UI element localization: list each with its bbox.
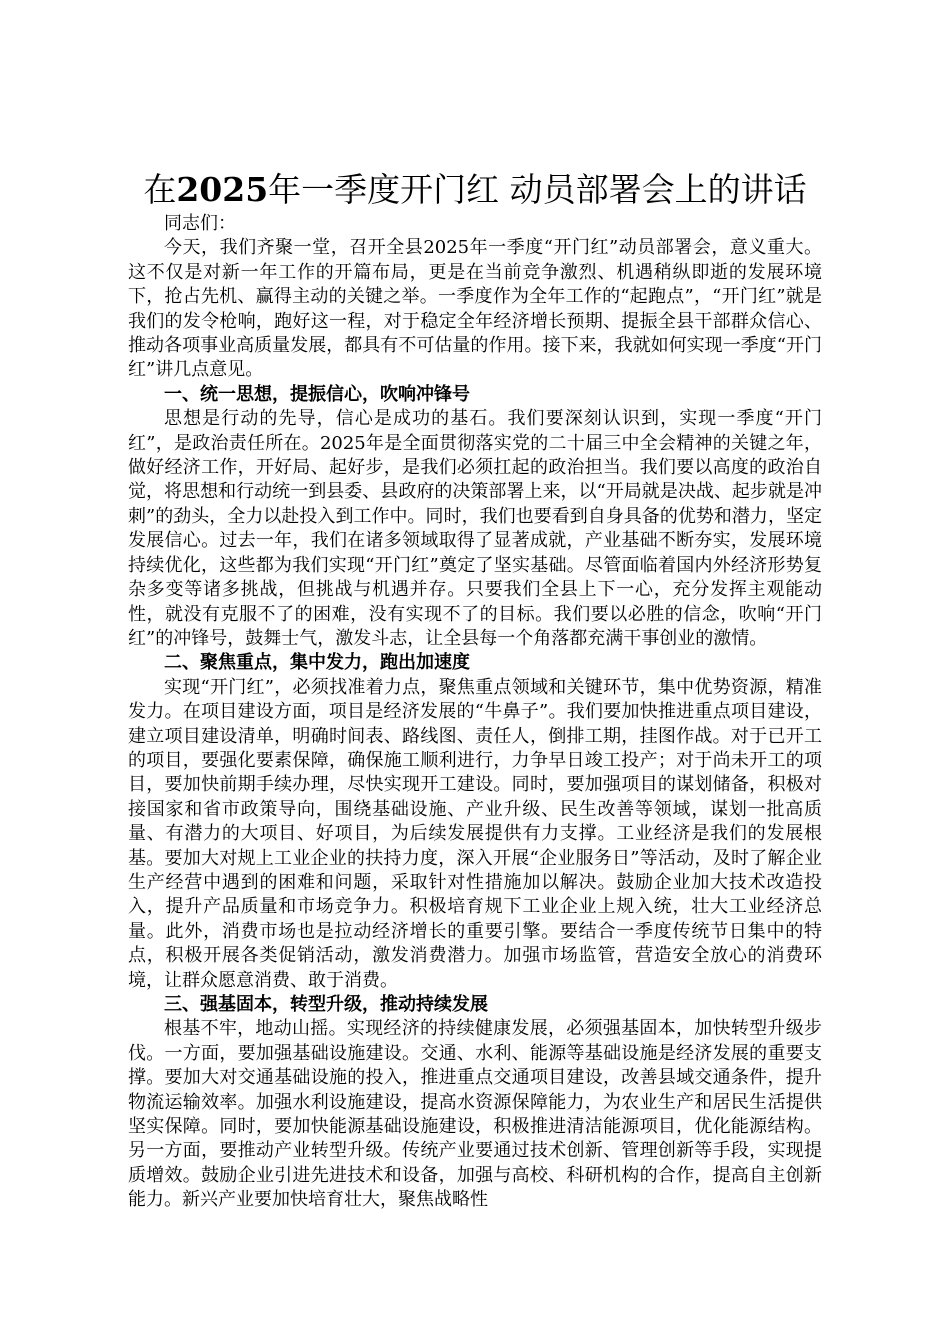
page-title (0, 168, 950, 212)
title-prefix: 在 (143, 170, 177, 209)
section-paragraph: 思想是行动的先导，信心是成功的基石。我们要深刻认识到，实现一季度“开门红”，是政治责任所在。2025年是全面贯彻落实党的二十届三中全会精神的关键之年，做好经济工作，开好局、起好步，是我们必须扛起的政治担当。我们要以高度的政治自觉，将思想和行动统一到县委、县政府的决策部署上来，以“开局就是决战、起步就是冲刺”的劲头，全力以赴投入到工作中。同时，我们也要看到自身具备的优势和潜力，坚定发展信心。过去一年，我们在诸多领域取得了显著成就，产业基础不断夯实，发展环境持续优化，这些都为我们实现“开门红”奠定了坚实基础。尽管面临着国内外经济形势复杂多变等诸多挑战，但挑战与机遇并存。只要我们全县上下一心，充分发挥主观能动性，就没有克服不了的困难，没有实现不了的目标。我们要以必胜的信念，吹响“开门红”的冲锋号，鼓舞士气，激发斗志，让全县每一个角落都充满干事创业的激情。 (128, 408, 822, 649)
intro-paragraph: 今天，我们齐聚一堂，召开全县2025年一季度“开门红”动员部署会，意义重大。这不仅是对新一年工作的开篇布局，更是在当前竞争激烈、机遇稍纵即逝的发展环境下，抢占先机、赢得主动的关键之举。一季度作为全年工作的“起跑点”，“开门红”就是我们的发令枪响，跑好这一程，对于稳定全年经济增长预期、提振全县干部群众信心、推动各项事业高质量发展，都具有不可估量的作用。接下来，我就如何实现一季度“开门红”讲几点意见。 (128, 237, 822, 381)
title-year: 2025 (176, 170, 269, 209)
title-suffix: 年一季度开门红 动员部署会上的讲话 (268, 170, 807, 209)
section-paragraph: 实现“开门红”，必须找准着力点，聚焦重点领域和关键环节，集中优势资源，精准发力。在项目建设方面，项目是经济发展的“牛鼻子”。我们要加快推进重点项目建设，建立项目建设清单，明确时间表、路线图、责任人，倒排工期，挂图作战。对于已开工的项目，要强化要素保障，确保施工顺利进行，力争早日竣工投产；对于尚未开工的项目，要加快前期手续办理，尽快实现开工建设。同时，要加强项目的谋划储备，积极对接国家和省市政策导向，围绕基础设施、产业升级、民生改善等领域，谋划一批高质量、有潜力的大项目、好项目，为后续发展提供有力支撑。工业经济是我们的发展根基。要加大对规上工业企业的扶持力度，深入开展“企业服务日”等活动，及时了解企业生产经营中遇到的困难和问题，采取针对性措施加以解决。鼓励企业加大技术改造投入，提升产品质量和市场竞争力。积极培育规下工业企业上规入统，壮大工业经济总量。此外，消费市场也是拉动经济增长的重要引擎。要结合一季度传统节日集中的特点，积极开展各类促销活动，激发消费潜力。加强市场监管，营造安全放心的消费环境，让群众愿意消费、敢于消费。 (128, 676, 822, 991)
section-heading: 一、统一思想，提振信心，吹响冲锋号 (164, 383, 470, 405)
section-paragraph: 根基不牢，地动山摇。实现经济的持续健康发展，必须强基固本，加快转型升级步伐。一方面，要加强基础设施建设。交通、水利、能源等基础设施是经济发展的重要支撑。要加大对交通基础设施的投入，推进重点交通项目建设，改善县域交通条件，提升物流运输效率。加强水利设施建设，提高水资源保障能力，为农业生产和居民生活提供坚实保障。同时，要加快能源基础设施建设，积极推进清洁能源项目，优化能源结构。另一方面，要推动产业转型升级。传统产业要通过技术创新、管理创新等手段，实现提质增效。鼓励企业引进先进技术和设备，加强与高校、科研机构的合作，提高自主创新能力。新兴产业要加快培育壮大，聚焦战略性 (128, 1018, 822, 1211)
section-heading: 二、聚焦重点，集中发力，跑出加速度 (164, 652, 470, 674)
section-heading: 三、强基固本，转型升级，推动持续发展 (164, 994, 488, 1015)
speech-body (128, 212, 822, 1213)
salutation: 同志们： (164, 213, 236, 234)
